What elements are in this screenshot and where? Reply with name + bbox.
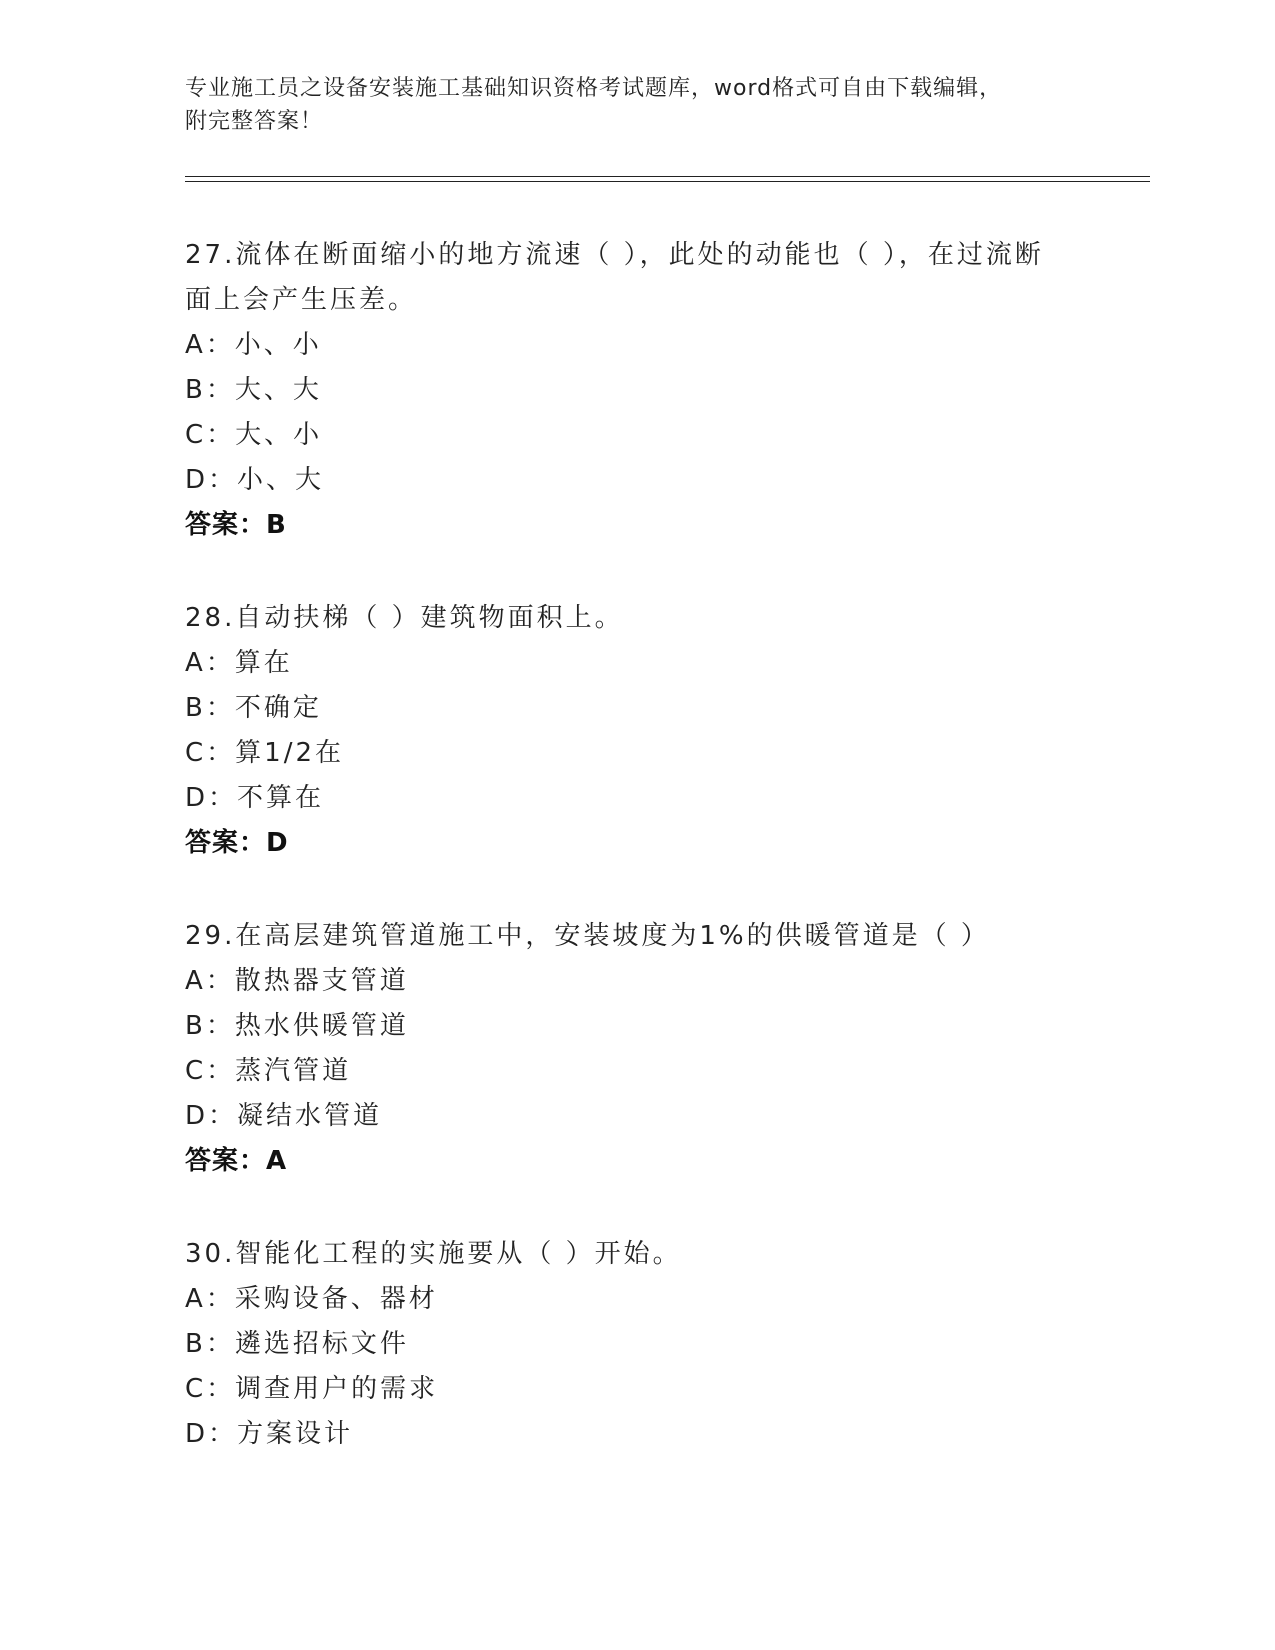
header-line-2: 附完整答案！ [185,109,324,134]
question-30 [185,1232,1085,1457]
question-28 [185,596,1085,866]
answer-label: 答案：A [185,1146,288,1176]
header-divider-bottom [185,181,1150,182]
option-b: B：大、大 [185,375,322,405]
option-d: D：凝结水管道 [185,1101,383,1131]
option-a: A：算在 [185,648,293,678]
option-d: D：不算在 [185,783,325,813]
option-b: B：热水供暖管道 [185,1011,409,1041]
question-stem-line-1: 29.在高层建筑管道施工中，安装坡度为1%的供暖管道是（ ） [185,921,990,951]
option-a: A：小、小 [185,330,322,360]
question-29 [185,914,1085,1184]
option-c: C：调查用户的需求 [185,1374,439,1404]
option-b: B：不确定 [185,693,322,723]
option-d: D：小、大 [185,465,325,495]
question-stem-line-1: 30.智能化工程的实施要从（ ）开始。 [185,1239,682,1269]
header-divider-top [185,176,1150,177]
question-stem-line-1: 28.自动扶梯（ ）建筑物面积上。 [185,603,624,633]
option-b: B：遴选招标文件 [185,1329,409,1359]
header-line-1: 专业施工员之设备安装施工基础知识资格考试题库，word格式可自由下载编辑， [185,76,1003,101]
option-c: C：大、小 [185,420,323,450]
question-stem-line-2: 面上会产生压差。 [185,285,418,315]
option-a: A：散热器支管道 [185,966,409,996]
question-stem-line-1: 27.流体在断面缩小的地方流速（ ），此处的动能也（ ），在过流断 [185,240,1044,270]
option-c: C：算1/2在 [185,738,344,768]
option-c: C：蒸汽管道 [185,1056,352,1086]
answer-label: 答案：B [185,510,287,540]
option-d: D：方案设计 [185,1419,354,1449]
document-header [185,72,1085,138]
question-27 [185,233,1085,548]
answer-label: 答案：D [185,828,289,858]
option-a: A：采购设备、器材 [185,1284,438,1314]
